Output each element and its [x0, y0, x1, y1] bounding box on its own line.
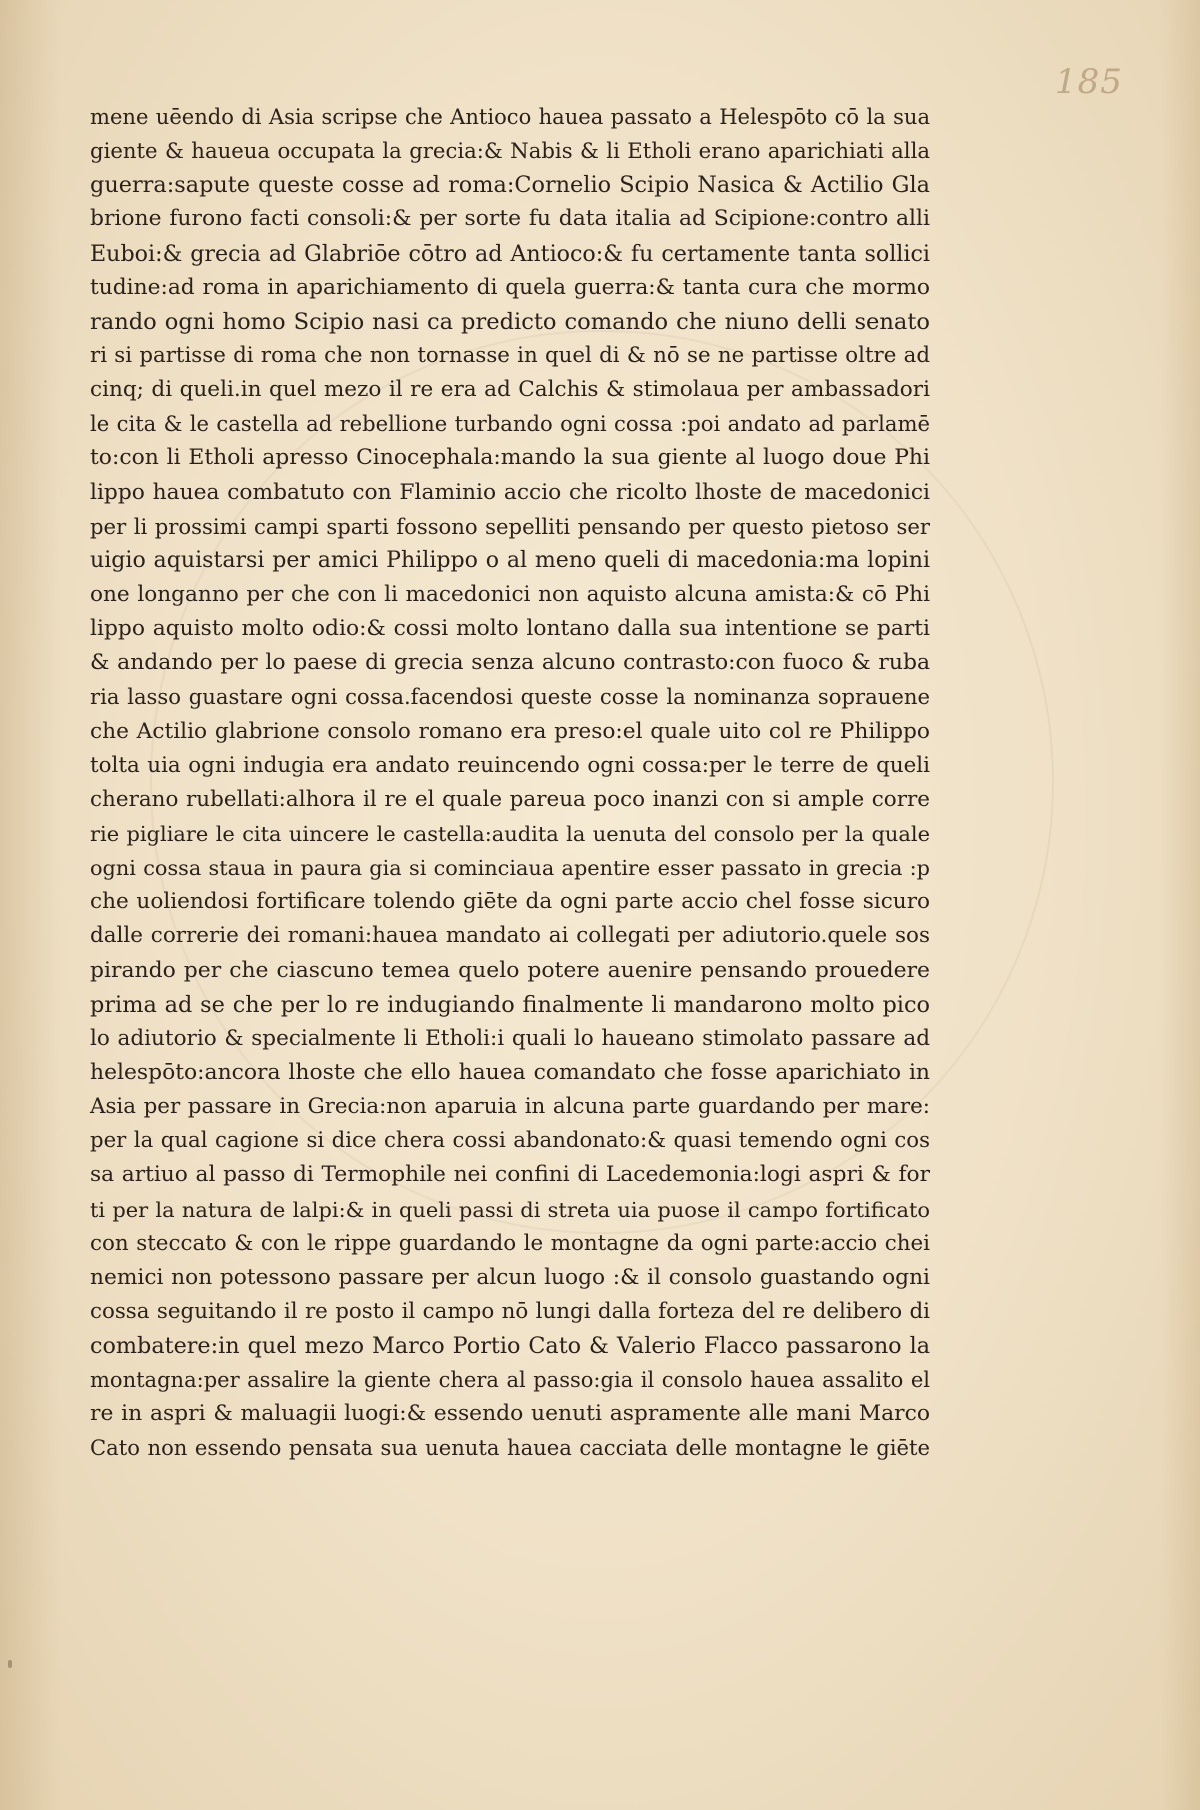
paper-spot: [8, 1660, 12, 1668]
text-line: le cita & le castella ad rebellione turbando ogni cossa :poi andato ad parlamē: [90, 411, 930, 437]
text-block: [90, 100, 930, 1466]
text-line: tudine:ad roma in aparichiamento di quela guerra:& tanta cura che mormo: [90, 274, 930, 300]
text-line: one longanno per che con li macedonici non aquisto alcuna amista:& cō Phi: [90, 581, 930, 607]
text-line: ogni cossa staua in paura gia si cominciaua apentire esser passato in grecia :p: [90, 856, 930, 881]
text-line: ri si partisse di roma che non tornasse in quel di & nō se ne partisse oltre ad: [90, 342, 930, 368]
text-line: sa artiuo al passo di Termophile nei confini di Lacedemonia:logi aspri & for: [90, 1162, 930, 1188]
text-line: lippo aquisto molto odio:& cossi molto lontano dalla sua intentione se parti: [90, 616, 930, 642]
text-line: con steccato & con le rippe guardando le montagne da ogni parte:accio chei: [90, 1230, 930, 1256]
text-line: giente & haueua occupata la grecia:& Nabis & li Etholi erano aparichiati alla: [90, 138, 930, 164]
text-line: Asia per passare in Grecia:non aparuia in alcuna parte guardando per mare:: [90, 1094, 930, 1120]
text-line: che Actilio glabrione consolo romano era preso:el quale uito col re Philippo: [90, 718, 930, 744]
text-line: montagna:per assalire la giente chera al passo:gia il consolo hauea assalito el: [90, 1367, 930, 1393]
text-line: lo adiutorio & specialmente li Etholi:i quali lo haueano stimolato passare ad: [90, 1025, 930, 1051]
text-line: rie pigliare le cita uincere le castella:audita la uenuta del consolo per la quale: [90, 821, 930, 846]
text-line: mene uēendo di Asia scripse che Antioco hauea passato a Helespōto cō la sua: [90, 104, 930, 129]
text-line: Cato non essendo pensata sua uenuta hauea cacciata delle montagne le giēte: [90, 1435, 930, 1461]
folio-number: 185: [1055, 62, 1123, 102]
page-edge-shadow-left: [0, 0, 60, 1810]
text-line: prima ad se che per lo re indugiando finalmente li mandarono molto pico: [90, 991, 930, 1018]
text-line: che uoliendosi fortificare tolendo giēte da ogni parte accio chel fosse sicuro: [90, 889, 930, 915]
text-line: tolta uia ogni indugia era andato reuincendo ogni cossa:per le terre de queli: [90, 752, 930, 778]
text-line: lippo hauea combatuto con Flaminio accio che ricolto lhoste de macedonici: [90, 479, 930, 505]
text-line: per la qual cagione si dice chera cossi abandonato:& quasi temendo ogni cos: [90, 1128, 930, 1154]
text-line: combatere:in quel mezo Marco Portio Cato & Valerio Flacco passarono la: [90, 1333, 930, 1360]
text-line: ti per la natura de lalpi:& in queli passi di streta uia puose il campo fortificato: [90, 1197, 930, 1222]
page-edge-shadow-right: [1160, 0, 1200, 1810]
text-line: ria lasso guastare ogni cossa.facendosi queste cosse la nominanza soprauene: [90, 684, 930, 710]
text-line: to:con li Etholi apresso Cinocephala:mando la sua giente al luogo doue Phi: [90, 445, 930, 471]
text-line: uigio aquistarsi per amici Philippo o al meno queli di macedonia:ma lopini: [90, 547, 930, 573]
text-line: Euboi:& grecia ad Glabriōe cōtro ad Antioco:& fu certamente tanta sollici: [90, 240, 930, 267]
text-line: helespōto:ancora lhoste che ello hauea comandato che fosse aparichiato in: [90, 1059, 930, 1085]
text-line: re in aspri & maluagii luogi:& essendo uenuti aspramente alle mani Marco: [90, 1401, 930, 1427]
text-line: & andando per lo paese di grecia senza alcuno contrasto:con fuoco & ruba: [90, 650, 930, 676]
text-line: brione furono facti consoli:& per sorte fu data italia ad Scipione:contro alli: [90, 206, 930, 232]
text-line: cinq; di queli.in quel mezo il re era ad Calchis & stimolaua per ambassadori: [90, 377, 930, 403]
text-line: per li prossimi campi sparti fossono sepelliti pensando per questo pietoso ser: [90, 513, 930, 539]
text-line: guerra:sapute queste cosse ad roma:Cornelio Scipio Nasica & Actilio Gla: [90, 172, 930, 199]
text-line: dalle correrie dei romani:hauea mandato ai collegati per adiutorio.quele sos: [90, 923, 930, 949]
text-line: cossa seguitando il re posto il campo nō lungi dalla forteza del re delibero di: [90, 1298, 930, 1324]
text-line: nemici non potessono passare per alcun luogo :& il consolo guastando ogni: [90, 1264, 930, 1290]
text-line: pirando per che ciascuno temea quelo potere auenire pensando prouedere: [90, 957, 930, 983]
text-line: cherano rubellati:alhora il re el quale pareua poco inanzi con si ample corre: [90, 786, 930, 812]
text-line: rando ogni homo Scipio nasi ca predicto comando che niuno delli senato: [90, 308, 930, 335]
